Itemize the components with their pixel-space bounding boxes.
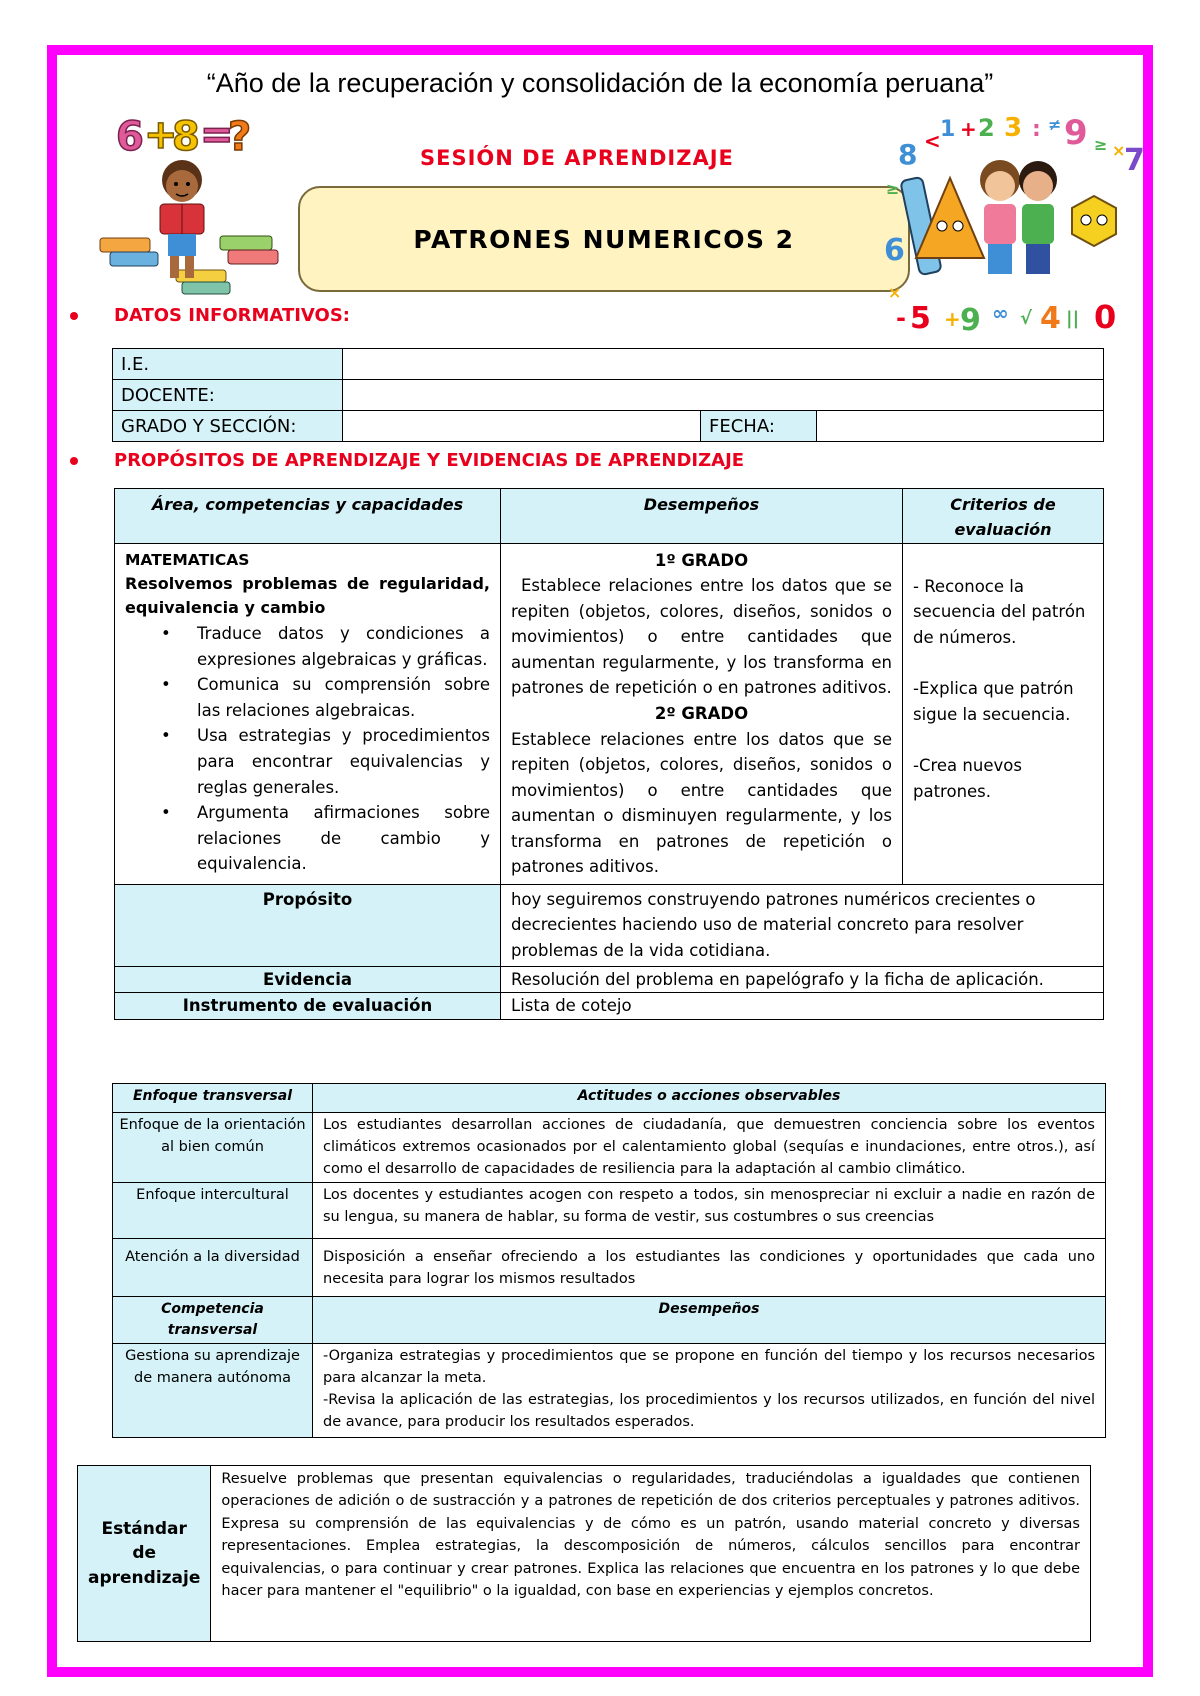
enfoque-text: Disposición a enseñar ofreciendo a los estudiantes las condiciones y oportunidades que cada uno necesita para lograr los mismos resultados [313, 1239, 1106, 1297]
col-criterios-header: Criterios de evaluación [903, 489, 1104, 544]
grado2-text: Establece relaciones entre los datos que se repiten (objetos, colores, diseños, sonidos o movimientos) o entre cantidades que aumentan o disminuyen regularmente, y los transforma en patrones de repetición o patrones aditivos. [511, 729, 892, 877]
table-row [113, 1344, 1106, 1438]
kids-math-symbols-illustration [880, 108, 1145, 338]
proposito-label: Propósito [115, 884, 501, 966]
symbol-8: 8 [898, 138, 918, 171]
symbol-parallel: || [1066, 308, 1080, 329]
symbol-less: < [924, 129, 941, 153]
area-name: MATEMATICAS [125, 550, 250, 569]
grado-field[interactable] [343, 411, 701, 442]
equation-digit-8: 8 [172, 114, 200, 160]
table-row [115, 966, 1104, 993]
symbol-minus: - [896, 304, 906, 332]
list-item: • Traduce datos y condiciones a expresiones algebraicas y gráficas. [161, 621, 490, 672]
symbol-colon: : [1032, 117, 1041, 142]
symbol-times-left: × [888, 283, 902, 302]
table-row [115, 884, 1104, 966]
title-box [298, 186, 910, 292]
criterio-3: -Crea nuevos patrones. [913, 756, 1022, 801]
list-item: • Usa estrategias y procedimientos para encontrar equivalencias y reglas generales. [161, 723, 490, 800]
estandar-text: Resuelve problemas que presentan equivalencias o regularidades, traduciéndolas a igualdades que contienen operaciones de adición o de sustracción y a patrones de repetición de dos criterios perceptuales y patrones aditivos. Expresa su comprensión de las equivalencias y de cómo es un patrón, usando material concreto y diversas representaciones. Emplea estrategias, la descomposición de números, cálculos sencillos para encontrar equivalencias, o para continuar y crear patrones. Explica las relaciones que encuentra en los patrones y lo que debe hacer para mantener el "equilibrio" o la igualdad, con base en experiencias y ejemplos concretos. [211, 1466, 1091, 1642]
fecha-field[interactable] [817, 411, 1104, 442]
datos-heading [70, 305, 350, 326]
table-row [78, 1466, 1091, 1642]
competencia-name: Gestiona su aprendizaje de manera autónoma [113, 1344, 313, 1438]
col-competencia-header: Competencia transversal [113, 1297, 313, 1344]
enfoque-text: Los estudiantes desarrollan acciones de ciudadanía, que demuestren conciencia sobre los eventos climáticos extremos ocasionados por el calentamiento global (sequías e inundaciones, entre otros.), así como el desarrollo de capacidades de resiliencia para la adaptación al cambio climático. [313, 1113, 1106, 1183]
symbol-plus-top: + [960, 117, 977, 141]
capacidades-list [161, 621, 490, 877]
symbol-infinity: ∞ [992, 301, 1009, 325]
area-cell [115, 543, 501, 884]
symbol-plus-bottom: + [944, 307, 961, 331]
table-row [113, 380, 1104, 411]
equation-question: ? [228, 114, 252, 160]
enfoque-name: Enfoque de la orientación al bien común [113, 1113, 313, 1183]
col-enfoque-header: Enfoque transversal [113, 1084, 313, 1113]
estandar-label: Estándar de aprendizaje [78, 1466, 211, 1642]
symbol-geq-left: ≥ [886, 179, 900, 198]
datos-table [112, 348, 1104, 442]
symbol-7: 7 [1124, 143, 1145, 178]
page-title: PATRONES NUMERICOS 2 [413, 224, 795, 254]
estandar-table [77, 1465, 1091, 1642]
enfoque-name: Atención a la diversidad [113, 1239, 313, 1297]
equation-equals: = [200, 112, 234, 158]
table-header-row [113, 1297, 1106, 1344]
proposito-text: hoy seguiremos construyendo patrones numéricos crecientes o decrecientes haciendo uso de material concreto para resolver problemas de la vida cotidiana. [501, 884, 1104, 966]
propositos-table [114, 488, 1104, 1020]
list-item: • Comunica su comprensión sobre las relaciones algebraicas. [161, 672, 490, 723]
session-label: SESIÓN DE APRENDIZAJE [420, 146, 734, 170]
grado1-text: Establece relaciones entre los datos que se repiten (objetos, colores, diseños, sonidos o movimientos) o entre cantidades que aumentan regularmente, y los transforma en patrones de repetición o en patrones aditivos. [511, 576, 892, 698]
docente-field[interactable] [343, 380, 1104, 411]
grado1-label: 1º GRADO [654, 550, 749, 570]
competencia-desempenos [313, 1344, 1106, 1438]
symbol-times-top: × [1112, 141, 1126, 160]
enfoques-table [112, 1083, 1106, 1438]
symbol-neq: ≠ [1048, 115, 1062, 134]
ie-label: I.E. [113, 349, 343, 380]
instrumento-text: Lista de cotejo [501, 993, 1104, 1020]
criterio-1: - Reconoce la secuencia del patrón de números. [913, 576, 1086, 647]
col-area-header: Área, competencias y capacidades [115, 489, 501, 544]
table-row [115, 543, 1104, 884]
propositos-heading [70, 450, 744, 471]
datos-heading-text: DATOS INFORMATIVOS: [114, 305, 351, 326]
symbol-9-bottom: 9 [960, 303, 981, 338]
list-item: • Argumenta afirmaciones sobre relaciones de cambio y equivalencia. [161, 800, 490, 877]
col-actitudes-header: Actitudes o acciones observables [313, 1084, 1106, 1113]
col-desempenos-header: Desempeños [501, 489, 903, 544]
symbol-0: 0 [1094, 298, 1117, 336]
student-reading-illustration [96, 108, 292, 298]
table-row [115, 993, 1104, 1020]
col-desempenos-header: Desempeños [313, 1297, 1106, 1344]
evidencia-label: Evidencia [115, 966, 501, 993]
ie-field[interactable] [343, 349, 1104, 380]
table-row [113, 349, 1104, 380]
bullet-icon [70, 312, 78, 320]
criterio-2: -Explica que patrón sigue la secuencia. [913, 679, 1074, 724]
symbol-2: 2 [978, 114, 995, 142]
symbol-5: 5 [910, 301, 931, 336]
instrumento-label: Instrumento de evaluación [115, 993, 501, 1020]
list-item: -Organiza estrategias y procedimientos que se propone en función del tiempo y los recursos necesarios para alcanzar la meta. [323, 1348, 1095, 1386]
equation-digit-6: 6 [116, 114, 144, 160]
symbol-6: 6 [884, 233, 905, 268]
table-row [113, 411, 1104, 442]
desempenos-cell [501, 543, 903, 884]
table-header-row [113, 1084, 1106, 1113]
equation-plus: + [144, 112, 178, 158]
symbol-geq: ≥ [1094, 135, 1108, 154]
competencia-name: Resolvemos problemas de regularidad, equivalencia y cambio [125, 573, 490, 618]
evidencia-text: Resolución del problema en papelógrafo y la ficha de aplicación. [501, 966, 1104, 993]
propositos-heading-text: PROPÓSITOS DE APRENDIZAJE Y EVIDENCIAS DE APRENDIZAJE [114, 450, 745, 471]
symbol-9: 9 [1064, 113, 1088, 153]
list-item: -Revisa la aplicación de las estrategias, los procedimientos y los recursos utilizados, en función del nivel de avance, para producir los resultados esperados. [323, 1391, 1095, 1430]
symbol-3: 3 [1004, 113, 1023, 143]
table-header-row [115, 489, 1104, 544]
docente-label: DOCENTE: [113, 380, 343, 411]
enfoque-name: Enfoque intercultural [113, 1183, 313, 1239]
grado2-label: 2º GRADO [654, 703, 749, 723]
motto: “Año de la recuperación y consolidación de la economía peruana” [206, 68, 994, 98]
table-row [113, 1239, 1106, 1297]
symbol-sqrt: √ [1020, 308, 1033, 329]
table-row [113, 1113, 1106, 1183]
criterios-cell [903, 543, 1104, 884]
table-row [113, 1183, 1106, 1239]
enfoque-text: Los docentes y estudiantes acogen con respeto a todos, sin menospreciar ni excluir a nadie en razón de su lengua, su manera de hablar, su forma de vestir, sus costumbres o sus creencias [313, 1183, 1106, 1239]
grado-label: GRADO Y SECCIÓN: [113, 411, 343, 442]
fecha-label: FECHA: [701, 411, 817, 442]
symbol-4: 4 [1040, 301, 1061, 336]
bullet-icon [70, 457, 78, 465]
symbol-1: 1 [940, 117, 956, 142]
